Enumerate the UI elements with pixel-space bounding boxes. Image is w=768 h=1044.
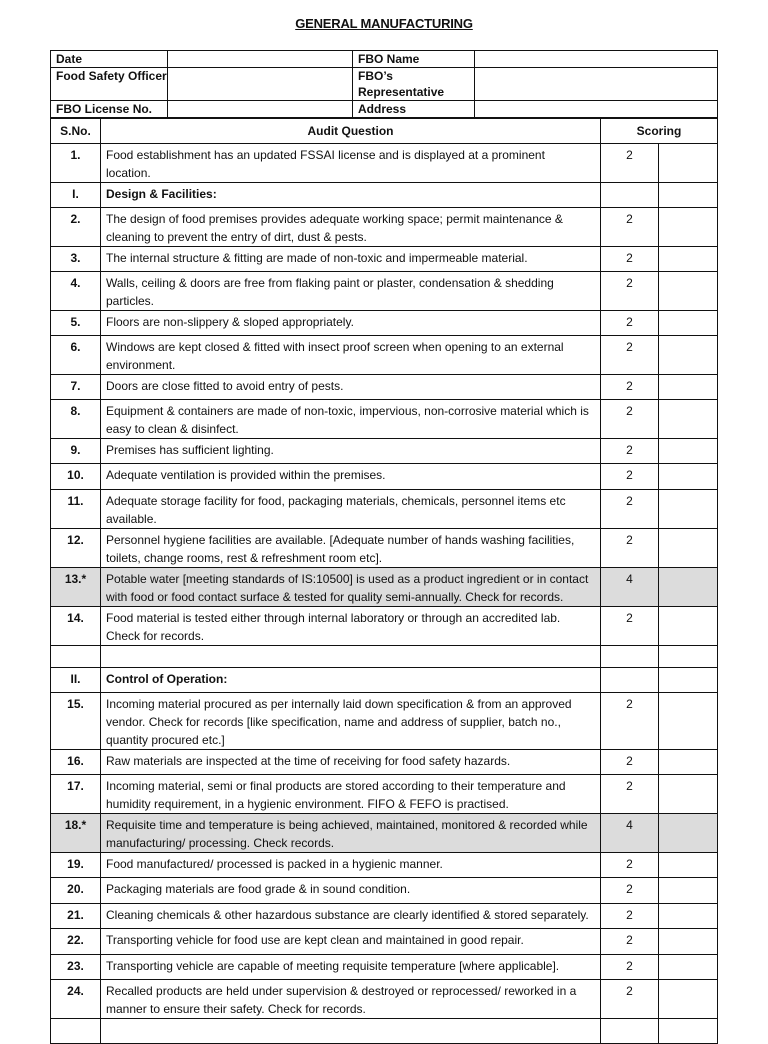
- max-score: 2: [601, 607, 659, 646]
- audit-row: [51, 878, 718, 904]
- audit-row: [51, 929, 718, 955]
- audit-table: [50, 118, 718, 1044]
- fbo-info-table: [50, 50, 718, 118]
- max-score: 2: [601, 750, 659, 775]
- audit-row: [51, 955, 718, 980]
- audit-question: Incoming material, semi or final products are stored according to their temperature and humidity requirement, in a hygienic environment. FIFO & FEFO is practised.: [101, 775, 601, 814]
- audit-question: Food establishment has an updated FSSAI license and is displayed at a prominent location.: [101, 144, 601, 183]
- audit-question: Transporting vehicle for food use are kept clean and maintained in good repair.: [101, 929, 601, 955]
- info-right-value[interactable]: [475, 51, 718, 68]
- critical-audit-row: [51, 568, 718, 607]
- audit-row: [51, 607, 718, 646]
- row-sno: 23.: [51, 955, 101, 980]
- audit-row: [51, 144, 718, 183]
- audit-question: Doors are close fitted to avoid entry of pests.: [101, 375, 601, 400]
- awarded-score-cell[interactable]: [659, 878, 718, 904]
- blank-row: [51, 1019, 718, 1044]
- audit-row: [51, 375, 718, 400]
- audit-question: Design & Facilities:: [101, 183, 601, 208]
- max-score: 2: [601, 400, 659, 439]
- row-sno: 6.: [51, 336, 101, 375]
- audit-question: Adequate ventilation is provided within the premises.: [101, 464, 601, 490]
- question-header: Audit Question: [101, 119, 601, 144]
- section-row: [51, 183, 718, 208]
- audit-row: [51, 311, 718, 336]
- row-sno: 12.: [51, 529, 101, 568]
- audit-row: [51, 439, 718, 464]
- info-left-label: FBO License No.: [51, 101, 168, 118]
- audit-question: Floors are non-slippery & sloped appropriately.: [101, 311, 601, 336]
- audit-row: [51, 490, 718, 529]
- row-sno: 1.: [51, 144, 101, 183]
- awarded-score-cell[interactable]: [659, 183, 718, 208]
- row-sno: II.: [51, 668, 101, 693]
- info-left-label: Date: [51, 51, 168, 68]
- info-row: [51, 101, 718, 118]
- max-score: 2: [601, 375, 659, 400]
- row-sno: 3.: [51, 247, 101, 272]
- max-score: 2: [601, 955, 659, 980]
- audit-question: Transporting vehicle are capable of meeting requisite temperature [where applicable].: [101, 955, 601, 980]
- audit-row: [51, 336, 718, 375]
- max-score: [601, 183, 659, 208]
- awarded-score-cell[interactable]: [659, 311, 718, 336]
- audit-question: Walls, ceiling & doors are free from flaking paint or plaster, condensation & shedding particles.: [101, 272, 601, 311]
- row-sno: 21.: [51, 904, 101, 929]
- max-score: 2: [601, 693, 659, 750]
- row-sno: 4.: [51, 272, 101, 311]
- row-sno: 9.: [51, 439, 101, 464]
- audit-question: Adequate storage facility for food, packaging materials, chemicals, personnel items etc available.: [101, 490, 601, 529]
- awarded-score-cell[interactable]: [659, 336, 718, 375]
- info-right-label: Address: [353, 101, 475, 118]
- audit-row: [51, 208, 718, 247]
- row-sno: 5.: [51, 311, 101, 336]
- row-sno: 19.: [51, 853, 101, 878]
- awarded-score-cell[interactable]: [659, 904, 718, 929]
- audit-row: [51, 272, 718, 311]
- max-score: 2: [601, 929, 659, 955]
- awarded-score-cell[interactable]: [659, 980, 718, 1019]
- audit-row: [51, 904, 718, 929]
- max-score: 2: [601, 247, 659, 272]
- audit-row: [51, 464, 718, 490]
- audit-question: Equipment & containers are made of non-toxic, impervious, non-corrosive material which is easy to clean & disinfect.: [101, 400, 601, 439]
- max-score: 4: [601, 568, 659, 607]
- audit-question: Premises has sufficient lighting.: [101, 439, 601, 464]
- page-title: GENERAL MANUFACTURING: [295, 16, 473, 31]
- row-sno: 7.: [51, 375, 101, 400]
- max-score: 2: [601, 272, 659, 311]
- awarded-score-cell[interactable]: [659, 646, 718, 668]
- info-left-value[interactable]: [168, 68, 353, 101]
- row-sno: 14.: [51, 607, 101, 646]
- audit-question: Incoming material procured as per internally laid down specification & from an approved vendor. Check for records [like specification, name and address of supplier, batch no., quantity procured etc.]: [101, 693, 601, 750]
- row-sno: 10.: [51, 464, 101, 490]
- audit-row: [51, 775, 718, 814]
- audit-question: [101, 646, 601, 668]
- max-score: 2: [601, 775, 659, 814]
- audit-question: Control of Operation:: [101, 668, 601, 693]
- max-score: 2: [601, 311, 659, 336]
- row-sno: I.: [51, 183, 101, 208]
- awarded-score-cell[interactable]: [659, 490, 718, 529]
- awarded-score-cell[interactable]: [659, 529, 718, 568]
- audit-row: [51, 400, 718, 439]
- audit-question: Personnel hygiene facilities are available. [Adequate number of hands washing facilities, toilets, change rooms, rest & refreshment room etc].: [101, 529, 601, 568]
- audit-row: [51, 750, 718, 775]
- awarded-score-cell[interactable]: [659, 464, 718, 490]
- info-right-label: FBO Name: [353, 51, 475, 68]
- max-score: 2: [601, 208, 659, 247]
- row-sno: 11.: [51, 490, 101, 529]
- awarded-score-cell[interactable]: [659, 568, 718, 607]
- audit-question: Food material is tested either through internal laboratory or through an accredited lab. Check for records.: [101, 607, 601, 646]
- row-sno: [51, 646, 101, 668]
- row-sno: 16.: [51, 750, 101, 775]
- info-left-value[interactable]: [168, 101, 353, 118]
- max-score: 2: [601, 878, 659, 904]
- awarded-score-cell[interactable]: [659, 814, 718, 853]
- info-right-label: FBO’s Representative: [353, 68, 475, 101]
- awarded-score-cell[interactable]: [659, 1019, 718, 1044]
- row-sno: 2.: [51, 208, 101, 247]
- max-score: [601, 646, 659, 668]
- awarded-score-cell[interactable]: [659, 668, 718, 693]
- info-right-value[interactable]: [475, 68, 718, 101]
- spacer-row: [51, 646, 718, 668]
- section-row: [51, 668, 718, 693]
- audit-question: [101, 1019, 601, 1044]
- info-left-value[interactable]: [168, 51, 353, 68]
- audit-question: Windows are kept closed & fitted with insect proof screen when opening to an external environment.: [101, 336, 601, 375]
- awarded-score-cell[interactable]: [659, 693, 718, 750]
- awarded-score-cell[interactable]: [659, 439, 718, 464]
- row-sno: 22.: [51, 929, 101, 955]
- audit-question: Raw materials are inspected at the time of receiving for food safety hazards.: [101, 750, 601, 775]
- awarded-score-cell[interactable]: [659, 247, 718, 272]
- awarded-score-cell[interactable]: [659, 607, 718, 646]
- row-sno: [51, 1019, 101, 1044]
- max-score: [601, 668, 659, 693]
- awarded-score-cell[interactable]: [659, 272, 718, 311]
- awarded-score-cell[interactable]: [659, 775, 718, 814]
- max-score: 2: [601, 980, 659, 1019]
- max-score: 2: [601, 490, 659, 529]
- row-sno: 20.: [51, 878, 101, 904]
- awarded-score-cell[interactable]: [659, 144, 718, 183]
- scoring-header: Scoring: [601, 119, 718, 144]
- info-row: [51, 68, 718, 101]
- audit-question: Recalled products are held under supervision & destroyed or reprocessed/ reworked in a manner to ensure their safety. Check for records.: [101, 980, 601, 1019]
- audit-question: The design of food premises provides adequate working space; permit maintenance & cleaning to prevent the entry of dirt, dust & pests.: [101, 208, 601, 247]
- audit-row: [51, 693, 718, 750]
- awarded-score-cell[interactable]: [659, 208, 718, 247]
- row-sno: 8.: [51, 400, 101, 439]
- max-score: 2: [601, 439, 659, 464]
- audit-question: The internal structure & fitting are made of non-toxic and impermeable material.: [101, 247, 601, 272]
- audit-header-row: [51, 119, 718, 144]
- awarded-score-cell[interactable]: [659, 375, 718, 400]
- audit-row: [51, 529, 718, 568]
- max-score: [601, 1019, 659, 1044]
- audit-row: [51, 980, 718, 1019]
- row-sno: 18.*: [51, 814, 101, 853]
- audit-question: Potable water [meeting standards of IS:10500] is used as a product ingredient or in contact with food or food contact surface & tested for quality semi-annually. Check for records.: [101, 568, 601, 607]
- critical-audit-row: [51, 814, 718, 853]
- audit-question: Food manufactured/ processed is packed in a hygienic manner.: [101, 853, 601, 878]
- awarded-score-cell[interactable]: [659, 853, 718, 878]
- awarded-score-cell[interactable]: [659, 750, 718, 775]
- audit-question: Requisite time and temperature is being achieved, maintained, monitored & recorded while manufacturing/ processing. Check records.: [101, 814, 601, 853]
- audit-question: Packaging materials are food grade & in sound condition.: [101, 878, 601, 904]
- info-left-label: Food Safety Officer: [51, 68, 168, 101]
- awarded-score-cell[interactable]: [659, 400, 718, 439]
- info-right-value[interactable]: [475, 101, 718, 118]
- max-score: 2: [601, 464, 659, 490]
- row-sno: 13.*: [51, 568, 101, 607]
- info-row: [51, 51, 718, 68]
- max-score: 2: [601, 336, 659, 375]
- audit-row: [51, 853, 718, 878]
- row-sno: 24.: [51, 980, 101, 1019]
- max-score: 2: [601, 144, 659, 183]
- max-score: 2: [601, 529, 659, 568]
- awarded-score-cell[interactable]: [659, 929, 718, 955]
- awarded-score-cell[interactable]: [659, 955, 718, 980]
- sno-header: S.No.: [51, 119, 101, 144]
- audit-question: Cleaning chemicals & other hazardous substance are clearly identified & stored separately.: [101, 904, 601, 929]
- max-score: 2: [601, 904, 659, 929]
- row-sno: 17.: [51, 775, 101, 814]
- audit-row: [51, 247, 718, 272]
- max-score: 4: [601, 814, 659, 853]
- max-score: 2: [601, 853, 659, 878]
- row-sno: 15.: [51, 693, 101, 750]
